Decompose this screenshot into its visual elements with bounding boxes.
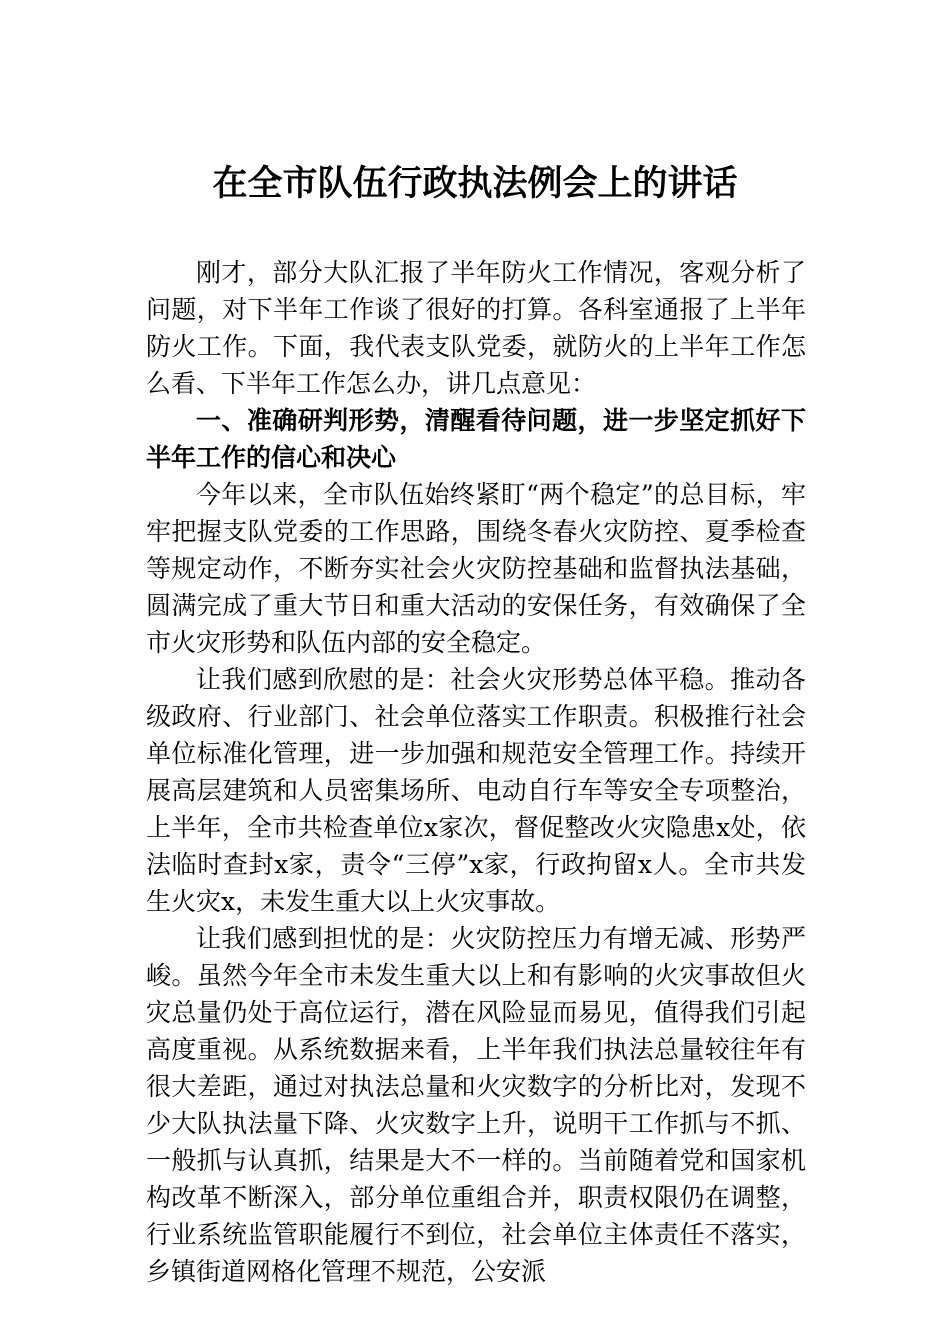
body-paragraph: 让我们感到担忧的是：火灾防控压力有增无减、形势严峻。虽然今年全市未发生重大以上和有影响的火灾事故但火灾总量仍处于高位运行，潜在风险显而易见，值得我们引起高度重视。从系统数据来看，上半年我们执法总量较往年有很大差距，通过对执法总量和火灾数字的分析比对，发现不少大队执法量下降、火灾数字上升，说明干工作抓与不抓、一般抓与认真抓，结果是大不一样的。当前随着党和国家机构改革不断深入，部分单位重组合并，职责权限仍在调整，行业系统监管职能履行不到位，社会单位主体责任不落实，乡镇街道网格化管理不规范，公安派 [146,924,806,1286]
document-title: 在全市队伍行政执法例会上的讲话 [212,163,738,204]
document-body [146,254,806,1290]
body-paragraph: 让我们感到欣慰的是：社会火灾形势总体平稳。推动各级政府、行业部门、社会单位落实工作职责。积极推行社会单位标准化管理，进一步加强和规范安全管理工作。持续开展高层建筑和人员密集场所、电动自行车等安全专项整治，上半年，全市共检查单位x家次，督促整改火灾隐患x处，依法临时查封x家，责令“三停”x家，行政拘留x人。全市共发生火灾x，未发生重大以上火灾事故。 [146,665,806,916]
section-heading-1: 一、准确研判形势，清醒看待问题，进一步坚定抓好下半年工作的信心和决心 [146,406,806,472]
intro-paragraph: 刚才，部分大队汇报了半年防火工作情况，客观分析了问题，对下半年工作谈了很好的打算。各科室通报了上半年防火工作。下面，我代表支队党委，就防火的上半年工作怎么看、下半年工作怎么办，讲几点意见： [146,258,806,398]
body-paragraph: 今年以来，全市队伍始终紧盯“两个稳定”的总目标，牢牢把握支队党委的工作思路，围绕冬春火灾防控、夏季检查等规定动作，不断夯实社会火灾防控基础和监督执法基础，圆满完成了重大节日和重大活动的安保任务，有效确保了全市火灾形势和队伍内部的安全稳定。 [146,480,806,657]
